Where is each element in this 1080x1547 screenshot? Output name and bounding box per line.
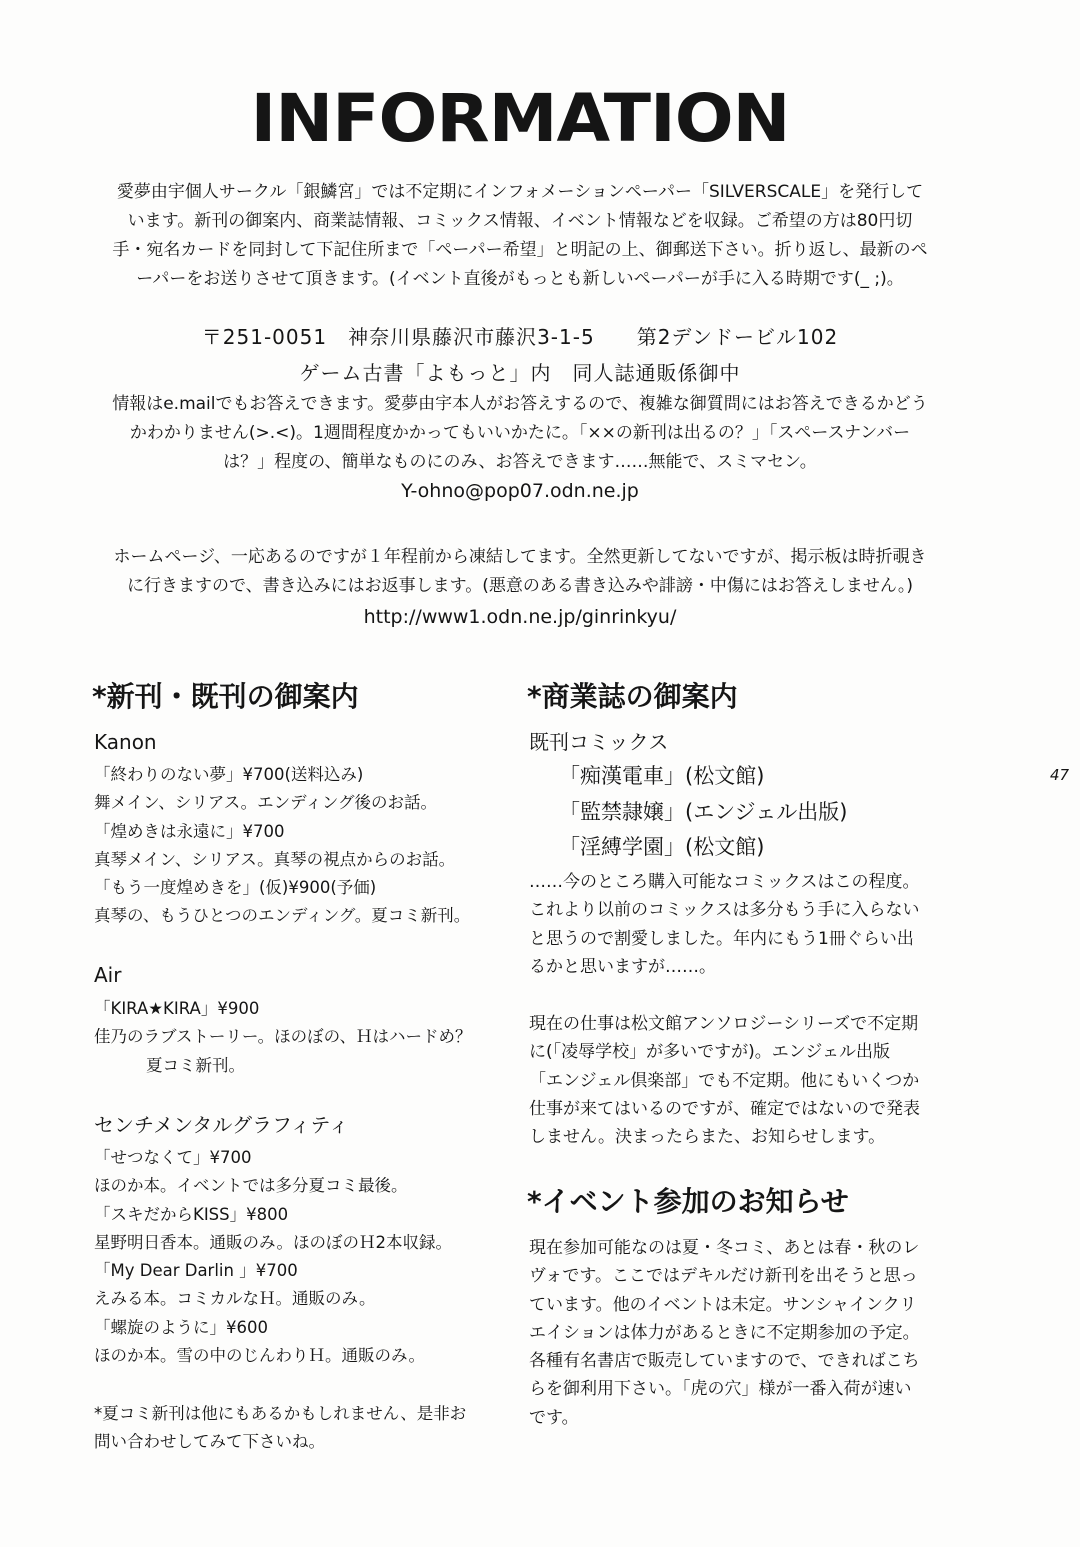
text-line: 真琴メイン、シリアス。真琴の視点からのお話。 — [94, 849, 456, 869]
text-line: は？」程度の、簡単なものにのみ、お答えできます……無能で、スミマセン。 — [223, 452, 817, 472]
text-line: 現在参加可能なのは夏・冬コミ、あとは春・秋のレ — [529, 1238, 920, 1258]
mailing-address — [0, 319, 1040, 391]
text-line: 「淫縛学園」(松文館) — [559, 835, 765, 859]
text-line: 「螺旋のように」¥600 — [94, 1317, 268, 1337]
text-line: 「エンジェル倶楽部」でも不定期。他にもいくつか — [529, 1070, 920, 1091]
text-line: ホームページ、一応あるのですが１年程前から凍結してます。全然更新してないですが、掲示板は時折覗き — [113, 547, 927, 567]
text-line: に(「凌辱学校」が多いですが)。エンジェル出版 — [529, 1042, 890, 1063]
text-line: います。新刊の御案内、商業誌情報、コミックス情報、イベント情報などを収録。ご希望の方は80円切 — [127, 211, 913, 231]
text-line: ほのか本。雪の中のじんわりＨ。通販のみ。 — [94, 1346, 425, 1366]
text-line: 手・宛名カードを同封して下記住所まで「ペーパー希望」と明記の上、御郵送下さい。折り返し、最新のペ — [112, 240, 928, 260]
event-heading: *イベント参加のお知らせ — [527, 1185, 849, 1218]
page-number: 47 — [1050, 766, 1070, 784]
text-line: ゲーム古書「よもっと」内 同人誌通販係御中 — [299, 361, 741, 385]
text-line: しません。決まったらまた、お知らせします。 — [529, 1127, 886, 1148]
text-line: ーパーをお送りさせて頂きます。(イベント直後がもっとも新しいペーパーが手に入る時期です(_ ;)。 — [136, 269, 904, 289]
text-line: 「終わりのない夢」¥700(送料込み) — [94, 765, 364, 784]
text-line: 真琴の、もうひとつのエンディング。夏コミ新刊。 — [94, 906, 471, 926]
text-line: ……今のところ購入可能なコミックスはこの程度。 — [529, 872, 920, 892]
sentimental-graffiti-label: センチメンタルグラフィティ — [94, 1113, 349, 1137]
text-line: えみる本。コミカルなＨ。通販のみ。 — [94, 1289, 376, 1309]
text-line: 「煌めきは永遠に」¥700 — [94, 821, 285, 841]
summer-comiket-note — [94, 1400, 524, 1457]
text-line: ています。他のイベントは未定。サンシャインクリ — [529, 1294, 917, 1315]
kanon-list — [94, 761, 524, 931]
air-list — [94, 995, 524, 1080]
homepage-url[interactable]: http://www1.odn.ne.jp/ginrinkyu/ — [363, 606, 677, 628]
text-line: *夏コミ新刊は他にもあるかもしれません、是非お — [94, 1404, 467, 1423]
comics-label: 既刊コミックス — [529, 730, 669, 754]
text-line: です。 — [529, 1407, 579, 1428]
event-note — [529, 1234, 959, 1432]
text-line: 愛夢由宇個人サークル「銀鱗宮」では不定期にインフォメーションペーパー「SILVERSCALE」を発行して — [116, 182, 924, 202]
text-line: 「監禁隷嬢」(エンジェル出版) — [559, 799, 848, 824]
text-line: エイションは体力があるときに不定期参加の予定。 — [529, 1322, 920, 1343]
email-address[interactable]: Y-ohno@pop07.odn.ne.jp — [401, 480, 639, 502]
text-line: 情報はe.mailでもお答えできます。愛夢由宇本人がお答えするので、複雑な御質問にはお答えできるかどう — [112, 394, 928, 414]
kanon-label: Kanon — [94, 730, 157, 754]
new-books-heading: *新刊・既刊の御案内 — [92, 680, 359, 713]
text-line: 「My Dear Darlin 」¥700 — [94, 1261, 298, 1281]
text-line: らを御利用下さい。「虎の穴」様が一番入荷が速い — [529, 1379, 912, 1400]
page-title: INFORMATION — [250, 80, 790, 157]
intro-paragraph — [0, 178, 1040, 294]
text-line: 仕事が来てはいるのですが、確定ではないので発表 — [529, 1098, 920, 1119]
text-line: 夏コミ新刊。 — [146, 1055, 245, 1075]
air-label: Air — [94, 963, 122, 987]
text-line: これより以前のコミックスは多分もう手に入らない — [529, 900, 920, 921]
text-line: 舞メイン、シリアス。エンディング後のお話。 — [94, 793, 438, 813]
text-line: かわかりません(>.<)。1週間程度かかってもいいかたに。「××の新刊は出るの？」「スペースナンバー — [129, 423, 911, 443]
email-info-paragraph — [0, 390, 1040, 477]
text-line: 「痴漢電車」(松文館) — [559, 764, 765, 788]
text-line: 「もう一度煌めきを」(仮)¥900(予価) — [94, 878, 377, 898]
text-line: るかと思いますが……。 — [529, 956, 716, 977]
work-note — [529, 1010, 959, 1151]
text-line: ほのか本。イベントでは多分夏コミ最後。 — [94, 1176, 408, 1196]
text-line: 「スキだからKISS」¥800 — [94, 1204, 289, 1224]
text-line: 「KIRA★KIRA」¥900 — [94, 999, 260, 1018]
text-line: 佳乃のラブストーリー。ほのぼの、Ｈはハードめ？ — [94, 1027, 472, 1047]
text-line: に行きますので、書き込みにはお返事します。(悪意のある書き込みや誹謗・中傷にはお答えしません。) — [126, 576, 914, 596]
homepage-info-paragraph — [0, 543, 1040, 601]
text-line: 問い合わせしてみて下さいね。 — [94, 1432, 325, 1452]
text-line: ヴォです。ここではデキルだけ新刊を出そうと思っ — [529, 1266, 918, 1287]
text-line: 〒251-0051 神奈川県藤沢市藤沢3-1-5 第2デンドービル102 — [201, 325, 839, 349]
text-line: 各種有名書店で販売していますので、できればこち — [529, 1351, 920, 1372]
comics-note — [529, 868, 959, 981]
sentimental-graffiti-list — [94, 1144, 524, 1370]
text-line: 星野明日香本。通販のみ。ほのぼのＨ2本収録。 — [94, 1232, 452, 1252]
comics-list — [527, 759, 989, 866]
commercial-heading: *商業誌の御案内 — [527, 680, 738, 713]
text-line: と思うので割愛しました。年内にもう1冊ぐらい出 — [529, 928, 914, 949]
text-line: 現在の仕事は松文館アンソロジーシリーズで不定期 — [529, 1014, 919, 1034]
text-line: 「せつなくて」¥700 — [94, 1148, 252, 1167]
